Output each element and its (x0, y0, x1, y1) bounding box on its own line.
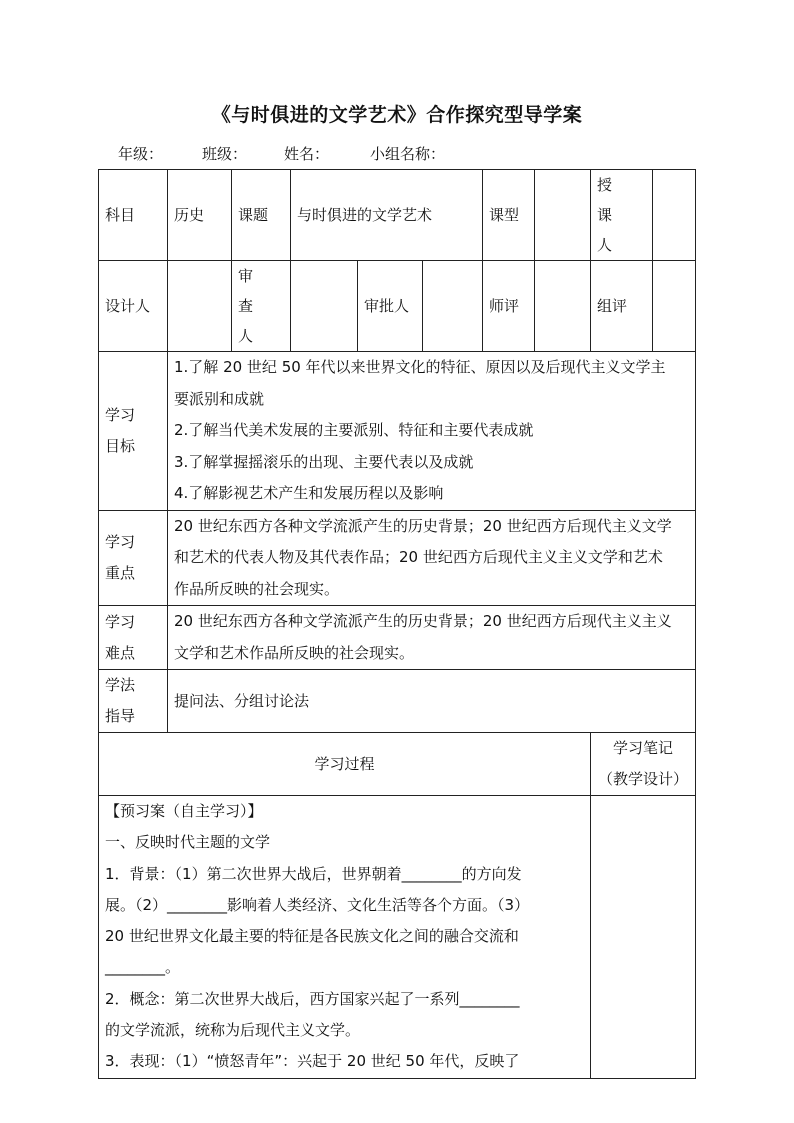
subject-label: 科目 (99, 170, 168, 261)
notes-content (591, 796, 696, 1079)
objective-line: 3.了解掌握摇滚乐的出现、主要代表以及成就 (174, 452, 474, 471)
reviewer-value (291, 261, 358, 352)
notes-header: 学习笔记 （教学设计） (591, 733, 696, 796)
objectives-row (99, 352, 696, 511)
objective-line: 要派别和成就 (174, 389, 265, 408)
objectives-label: 学习 目标 (99, 352, 168, 511)
objective-line: 4.了解影视艺术产生和发展历程以及影响 (174, 484, 444, 502)
info-row-2 (99, 261, 696, 352)
designer-label: 设计人 (99, 261, 168, 352)
difficulty-line: 20 世纪东西方各种文学流派产生的历史背景；20 世纪西方后现代主义主义 (174, 612, 672, 630)
process-line: 的文学流派，统称为后现代主义文学。 (105, 1021, 361, 1040)
teacher-label: 授 课 人 (591, 170, 653, 261)
objective-line: 2.了解当代美术发展的主要派别、特征和主要代表成就 (174, 421, 534, 439)
type-label: 课型 (483, 170, 535, 261)
subject-value: 历史 (168, 170, 232, 261)
teacher-eval-value (535, 261, 591, 352)
process-header-row (99, 733, 696, 796)
info-row-1 (99, 170, 696, 261)
group-eval-label: 组评 (591, 261, 653, 352)
keypoints-label: 学习 重点 (99, 510, 168, 606)
process-line: 2．概念：第二次世界大战后，西方国家兴起了一系列________ (105, 989, 520, 1008)
group-eval-value (653, 261, 696, 352)
process-line: ________。 (105, 958, 181, 977)
objectives-content (168, 352, 696, 511)
name-label: 姓名： (284, 145, 330, 163)
methods-content: 提问法、分组讨论法 (168, 670, 696, 733)
difficulties-label: 学习 难点 (99, 606, 168, 670)
reviewer-label: 审 查 人 (232, 261, 291, 352)
process-line: 一、反映时代主题的文学 (105, 833, 271, 852)
keypoints-content (168, 510, 696, 606)
difficulties-row (99, 606, 696, 670)
difficulties-content (168, 606, 696, 670)
teacher-eval-label: 师评 (483, 261, 535, 352)
process-line: 20 世纪世界文化最主要的特征是各民族文化之间的融合交流和 (105, 927, 519, 946)
keypoints-row (99, 510, 696, 606)
lesson-plan-table (98, 169, 696, 1079)
student-info-line (118, 143, 445, 164)
topic-label: 课题 (232, 170, 291, 261)
type-value (535, 170, 591, 261)
process-line: 1．背景：（1）第二次世界大战后，世界朝着________的方向发 (105, 864, 522, 883)
group-label: 小组名称： (370, 145, 446, 163)
keypoint-line: 作品所反映的社会现实。 (174, 579, 340, 598)
difficulty-line: 文学和艺术作品所反映的社会现实。 (174, 643, 415, 662)
approver-label: 审批人 (358, 261, 423, 352)
process-body-row (99, 796, 696, 1079)
teacher-value (653, 170, 696, 261)
grade-label: 年级： (118, 145, 164, 163)
process-line: 【预习案（自主学习）】 (105, 802, 263, 820)
process-content (99, 796, 591, 1079)
process-line: 3．表现：（1）“愤怒青年”：兴起于 20 世纪 50 年代，反映了 (105, 1052, 520, 1071)
objective-line: 1.了解 20 世纪 50 年代以来世界文化的特征、原因以及后现代主义文学主 (174, 358, 666, 376)
class-label: 班级： (202, 145, 248, 163)
process-header: 学习过程 (99, 733, 591, 796)
page-title: 《与时俱进的文学艺术》合作探究型导学案 (211, 104, 583, 126)
methods-label: 学法 指导 (99, 670, 168, 733)
topic-value: 与时俱进的文学艺术 (291, 170, 483, 261)
approver-value (423, 261, 483, 352)
designer-value (168, 261, 232, 352)
keypoint-line: 20 世纪东西方各种文学流派产生的历史背景；20 世纪西方后现代主义文学 (174, 516, 672, 535)
methods-row (99, 670, 696, 733)
keypoint-line: 和艺术的代表人物及其代表作品；20 世纪西方后现代主义主义文学和艺术 (174, 548, 663, 566)
process-line: 展。（2）________影响着人类经济、文化生活等各个方面。（3） (105, 895, 530, 914)
